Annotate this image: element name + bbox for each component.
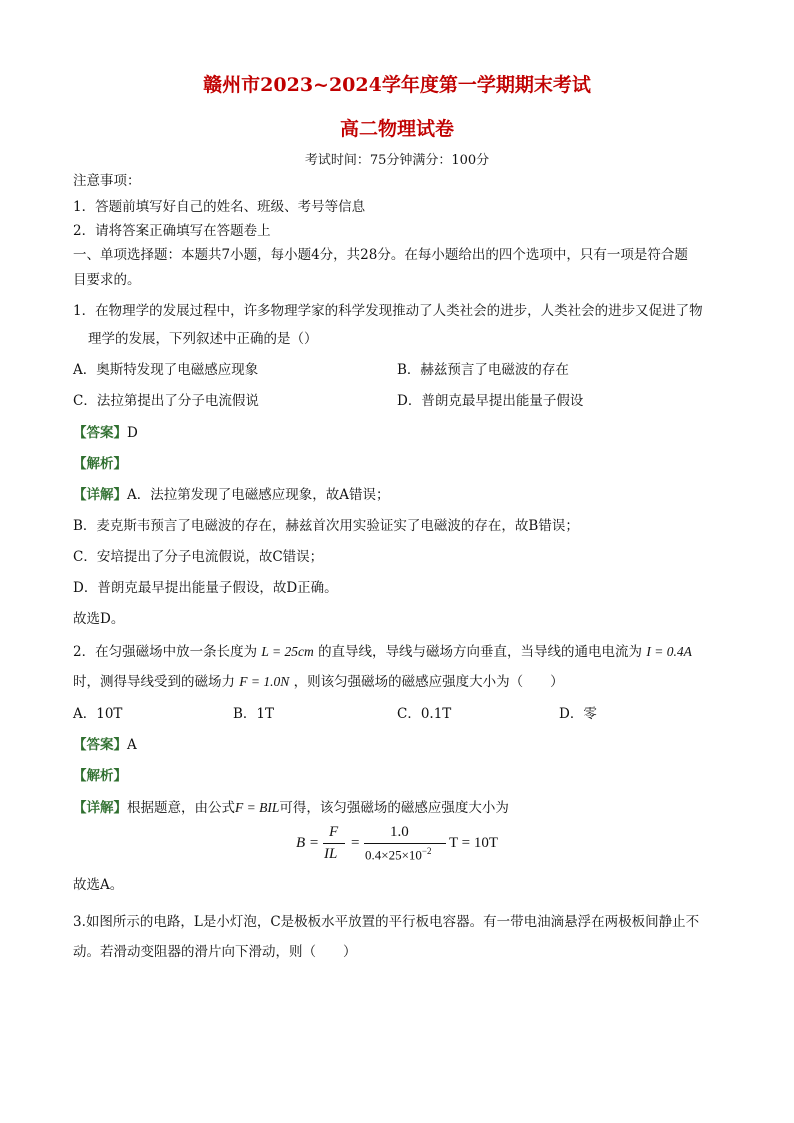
eq-lhs: B = bbox=[296, 835, 320, 851]
q2-stem-line2 bbox=[73, 673, 564, 691]
eq-den1: IL bbox=[324, 846, 338, 862]
section1-intro-line2: 目要求的。 bbox=[73, 272, 141, 288]
q2-formula: F = BIL bbox=[235, 800, 280, 815]
q2-option-a: A．10T bbox=[73, 706, 123, 722]
q2-stem-part4: ，则该匀强磁场的磁感应强度大小为（ ） bbox=[293, 674, 564, 690]
q2-analysis-label: 【解析】 bbox=[73, 768, 127, 784]
q1-answer bbox=[73, 424, 138, 442]
q2-stem-line1 bbox=[73, 643, 692, 661]
q2-current-value: I = 0.4A bbox=[646, 644, 692, 659]
q2-stem-part2: 的直导线，导线与磁场方向垂直，当导线的通电电流为 bbox=[318, 644, 643, 660]
q2-option-b: B．1T bbox=[233, 706, 275, 722]
q1-answer-label: 【答案】 bbox=[73, 425, 127, 441]
exam-subtitle: 高二物理试卷 bbox=[339, 118, 454, 140]
eq-rhs: T = 10T bbox=[449, 835, 499, 851]
q2-detail-part1: 根据题意，由公式 bbox=[127, 800, 235, 816]
exam-title: 赣州市2023~2024学年度第一学期期末考试 bbox=[203, 74, 591, 96]
q1-detail-a-text: A．法拉第发现了电磁感应现象，故A错误； bbox=[127, 487, 390, 503]
eq-den2 bbox=[365, 846, 432, 863]
q2-answer-label: 【答案】 bbox=[73, 737, 127, 753]
q1-stem-line1: 1．在物理学的发展过程中，许多物理学家的科学发现推动了人类社会的进步，人类社会的进步又促进了物 bbox=[73, 303, 703, 319]
notice-item-1: 1．答题前填写好自己的姓名、班级、考号等信息 bbox=[73, 199, 366, 215]
eq-equals: = bbox=[351, 835, 360, 851]
section1-intro-line1: 一、单项选择题：本题共7小题，每小题4分，共28分。在每小题给出的四个选项中，只有一项是符合题 bbox=[73, 247, 688, 263]
q1-stem-line2: 理学的发展，下列叙述中正确的是（） bbox=[88, 331, 318, 347]
q2-stem-part1: 2．在匀强磁场中放一条长度为 bbox=[73, 644, 258, 660]
q1-detail-a bbox=[73, 486, 390, 504]
q1-detail-d: D．普朗克最早提出能量子假设，故D正确。 bbox=[73, 580, 338, 596]
q2-stem-part3: 时，测得导线受到的磁场力 bbox=[73, 674, 235, 690]
q1-option-a: A．奥斯特发现了电磁感应现象 bbox=[73, 362, 259, 378]
q2-detail-label: 【详解】 bbox=[73, 800, 127, 816]
q1-detail-c: C．安培提出了分子电流假说，故C错误； bbox=[73, 549, 324, 565]
q3-stem-line1: 3.如图所示的电路，L是小灯泡，C是极板水平放置的平行板电容器。有一带电油滴悬浮在两极板间静止不 bbox=[73, 914, 700, 930]
q1-conclusion: 故选D。 bbox=[73, 611, 125, 627]
q1-analysis-label: 【解析】 bbox=[73, 456, 127, 472]
q2-answer-value: A bbox=[127, 737, 137, 753]
eq-den2-base: 0.4×25×10 bbox=[365, 847, 422, 863]
q2-option-c: C．0.1T bbox=[397, 706, 452, 722]
q1-option-b: B．赫兹预言了电磁波的存在 bbox=[397, 362, 569, 378]
eq-num2: 1.0 bbox=[390, 824, 409, 840]
q2-conclusion: 故选A。 bbox=[73, 877, 124, 893]
eq-fraction-bar-1 bbox=[323, 843, 345, 844]
q2-detail-part2: 可得，该匀强磁场的磁感应强度大小为 bbox=[279, 800, 509, 816]
notice-item-2: 2．请将答案正确填写在答题卷上 bbox=[73, 223, 271, 239]
q3-stem-line2: 动。若滑动变阻器的滑片向下滑动，则（ ） bbox=[73, 944, 357, 960]
eq-den2-exponent: −2 bbox=[421, 846, 432, 856]
eq-fraction-bar-2 bbox=[364, 843, 446, 844]
q2-option-d: D．零 bbox=[559, 706, 597, 722]
q1-detail-b: B．麦克斯韦预言了电磁波的存在，赫兹首次用实验证实了电磁波的存在，故B错误； bbox=[73, 518, 579, 534]
q1-answer-value: D bbox=[127, 425, 138, 441]
q2-detail bbox=[73, 799, 509, 817]
q1-option-d: D．普朗克最早提出能量子假设 bbox=[397, 393, 584, 409]
notice-heading: 注意事项： bbox=[73, 173, 141, 189]
q2-answer bbox=[73, 736, 137, 754]
exam-meta: 考试时间：75分钟满分：100分 bbox=[304, 153, 490, 168]
q1-detail-label: 【详解】 bbox=[73, 487, 127, 503]
q1-option-c: C．法拉第提出了分子电流假说 bbox=[73, 393, 259, 409]
eq-num1: F bbox=[329, 824, 339, 840]
q2-length-value: L = 25cm bbox=[261, 644, 314, 659]
q2-force-value: F = 1.0N bbox=[239, 674, 290, 689]
